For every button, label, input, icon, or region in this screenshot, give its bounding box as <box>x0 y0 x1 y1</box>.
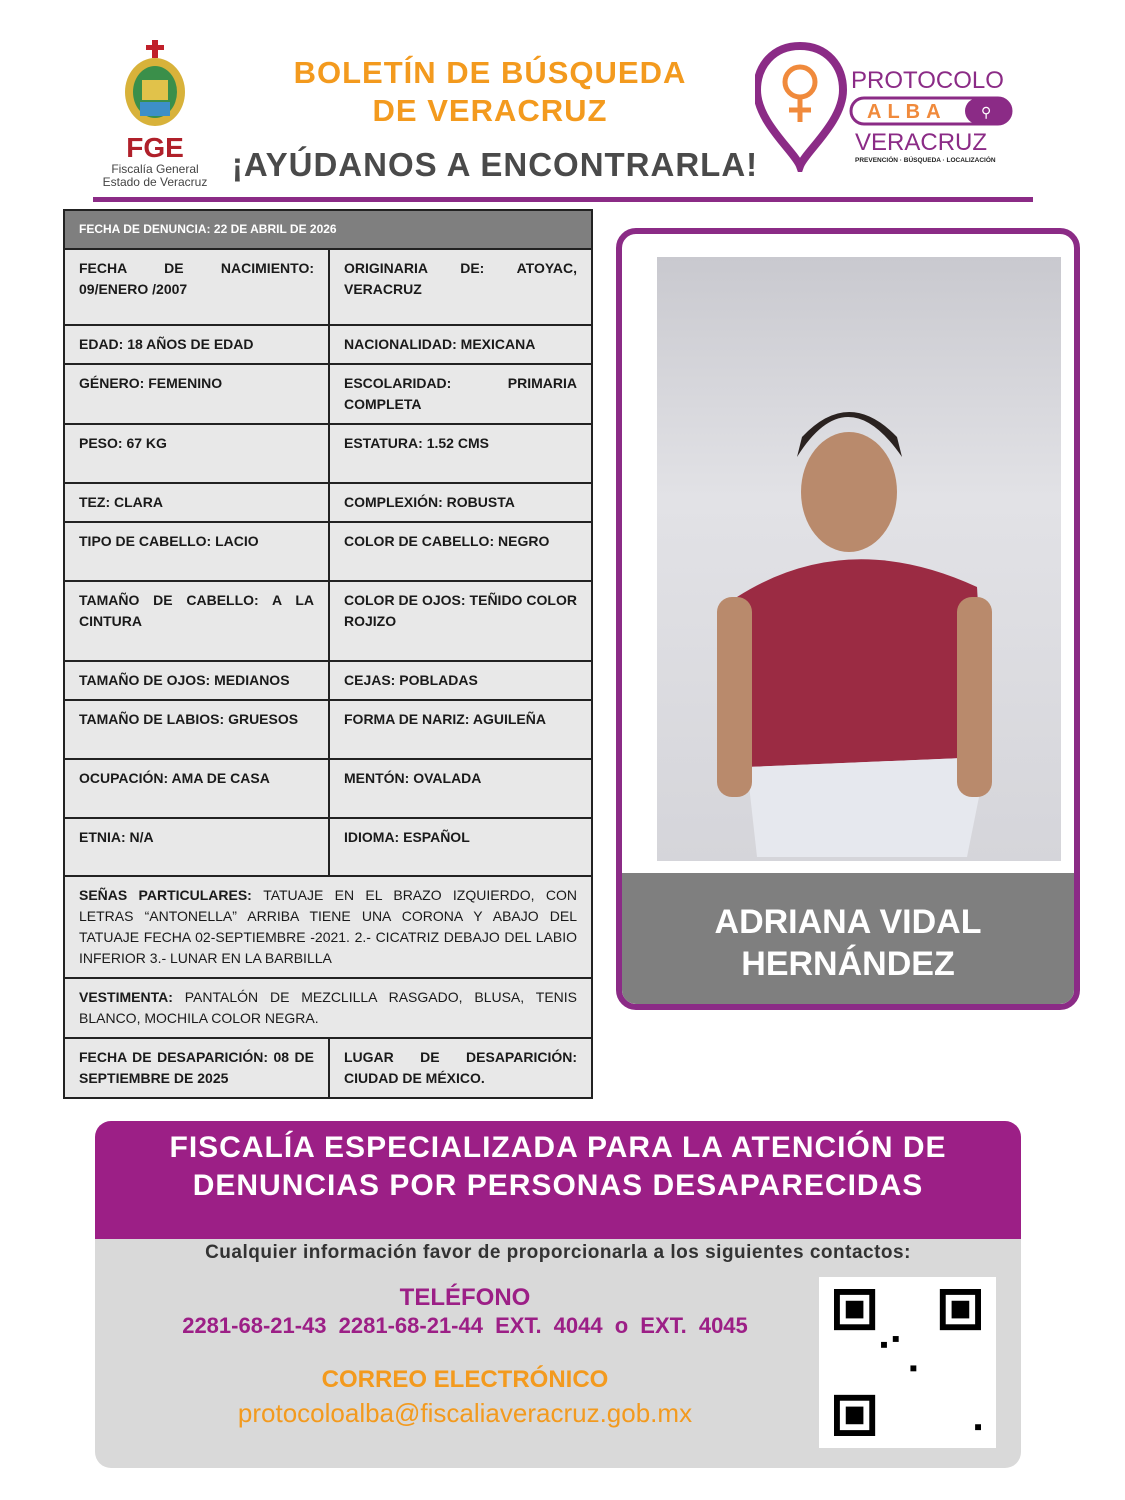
detail-right: ESTATURA: 1.52 CMS <box>329 424 592 483</box>
agency-line2: DENUNCIAS POR PERSONAS DESAPARECIDAS <box>192 1169 924 1202</box>
detail-left: TAMAÑO DE CABELLO: A LA CINTURA <box>64 581 329 661</box>
bulletin-title <box>250 54 730 130</box>
detail-left: TAMAÑO DE LABIOS: GRUESOS <box>64 700 329 759</box>
detail-row <box>64 483 592 522</box>
name-line2: HERNÁNDEZ <box>741 945 955 983</box>
detail-left: TIPO DE CABELLO: LACIO <box>64 522 329 581</box>
detail-right: CEJAS: POBLADAS <box>329 661 592 700</box>
detail-row <box>64 581 592 661</box>
agency-banner <box>95 1121 1021 1239</box>
detail-left: TEZ: CLARA <box>64 483 329 522</box>
distinguishing-marks <box>64 876 592 978</box>
detail-left: OCUPACIÓN: AMA DE CASA <box>64 759 329 818</box>
fge-acronym: FGE <box>126 132 184 163</box>
detail-right: FORMA DE NARIZ: AGUILEÑA <box>329 700 592 759</box>
detail-right: IDIOMA: ESPAÑOL <box>329 818 592 876</box>
detail-row <box>64 818 592 876</box>
clothing <box>64 978 592 1038</box>
alba-line1: PROTOCOLO <box>851 67 1004 94</box>
detail-right: MENTÓN: OVALADA <box>329 759 592 818</box>
phone-numbers[interactable]: 2281-68-21-43 2281-68-21-44 EXT. 4044 o EXT. 4045 <box>182 1313 748 1338</box>
phone-label: TELÉFONO <box>399 1284 531 1311</box>
detail-left: ETNIA: N/A <box>64 818 329 876</box>
qr-code[interactable] <box>819 1277 996 1448</box>
search-icon: ⚲ <box>981 104 992 120</box>
disappearance-date: FECHA DE DESAPARICIÓN: 08 DE SEPTIEMBRE DE 2025 <box>64 1038 329 1098</box>
detail-right: COMPLEXIÓN: ROBUSTA <box>329 483 592 522</box>
location-pin-female-icon <box>757 46 843 166</box>
fge-logo <box>95 40 215 189</box>
detail-left: EDAD: 18 AÑOS DE EDAD <box>64 325 329 364</box>
person-name <box>622 873 1074 1004</box>
detail-row <box>64 700 592 759</box>
alba-line3: VERACRUZ <box>855 129 988 156</box>
alba-line2: ALBA <box>867 101 947 123</box>
detail-right: COLOR DE CABELLO: NEGRO <box>329 522 592 581</box>
veracruz-coat-of-arms-icon <box>120 40 190 128</box>
contact-instructions: Cualquier información favor de proporcionarla a los siguientes contactos: <box>205 1242 911 1263</box>
detail-row <box>64 249 592 325</box>
fge-line1: Fiscalía General <box>111 162 199 176</box>
disappearance-place: LUGAR DE DESAPARICIÓN: CIUDAD DE MÉXICO. <box>329 1038 592 1098</box>
detail-row <box>64 325 592 364</box>
detail-right: ESCOLARIDAD: PRIMARIA COMPLETA <box>329 364 592 424</box>
detail-row <box>64 759 592 818</box>
detail-row <box>64 522 592 581</box>
title-line1: BOLETÍN DE BÚSQUEDA <box>293 55 687 90</box>
detail-left: FECHA DE NACIMIENTO: 09/ENERO /2007 <box>64 249 329 325</box>
detail-left: TAMAÑO DE OJOS: MEDIANOS <box>64 661 329 700</box>
alba-tagline: PREVENCIÓN · BÚSQUEDA · LOCALIZACIÓN <box>855 157 996 164</box>
clothing-text: PANTALÓN DE MEZCLILLA RASGADO, BLUSA, TENIS BLANCO, MOCHILA COLOR NEGRA. <box>79 989 577 1026</box>
help-find-her-heading: ¡AYÚDANOS A ENCONTRARLA! <box>231 146 759 183</box>
person-details-table <box>63 209 593 1099</box>
detail-row <box>64 424 592 483</box>
detail-left: PESO: 67 KG <box>64 424 329 483</box>
header-divider <box>93 197 1033 202</box>
protocolo-alba-logo <box>755 42 1025 172</box>
title-line2: DE VERACRUZ <box>372 93 608 128</box>
agency-line1: FISCALÍA ESPECIALIZADA PARA LA ATENCIÓN DE <box>169 1131 947 1164</box>
detail-row <box>64 364 592 424</box>
email-label: CORREO ELECTRÓNICO <box>321 1366 609 1393</box>
detail-right: ORIGINARIA DE: ATOYAC, VERACRUZ <box>329 249 592 325</box>
marks-text: TATUAJE EN EL BRAZO IZQUIERDO, CON LETRAS “ANTONELLA” ARRIBA TIENE UNA CORONA Y ABAJO DEL TATUAJE FECHA 02-SEPTIEMBRE -2021. 2.- CICATRIZ DEBAJO DEL LABIO INFERIOR 3.- LUNAR EN LA BARBILLA <box>79 887 577 966</box>
fge-line2: Estado de Veracruz <box>102 175 208 189</box>
report-date: FECHA DE DENUNCIA: 22 DE ABRIL DE 2026 <box>64 210 592 249</box>
missing-person-photo <box>657 257 1061 861</box>
detail-right: COLOR DE OJOS: TEÑIDO COLOR ROJIZO <box>329 581 592 661</box>
clothing-label: VESTIMENTA: <box>79 989 173 1005</box>
marks-label: SEÑAS PARTICULARES: <box>79 887 252 903</box>
email-link[interactable]: protocoloalba@fiscaliaveracruz.gob.mx <box>237 1398 693 1428</box>
detail-row <box>64 661 592 700</box>
detail-right: NACIONALIDAD: MEXICANA <box>329 325 592 364</box>
detail-left: GÉNERO: FEMENINO <box>64 364 329 424</box>
name-line1: ADRIANA VIDAL <box>714 903 982 941</box>
qr-code-icon <box>831 1289 984 1436</box>
